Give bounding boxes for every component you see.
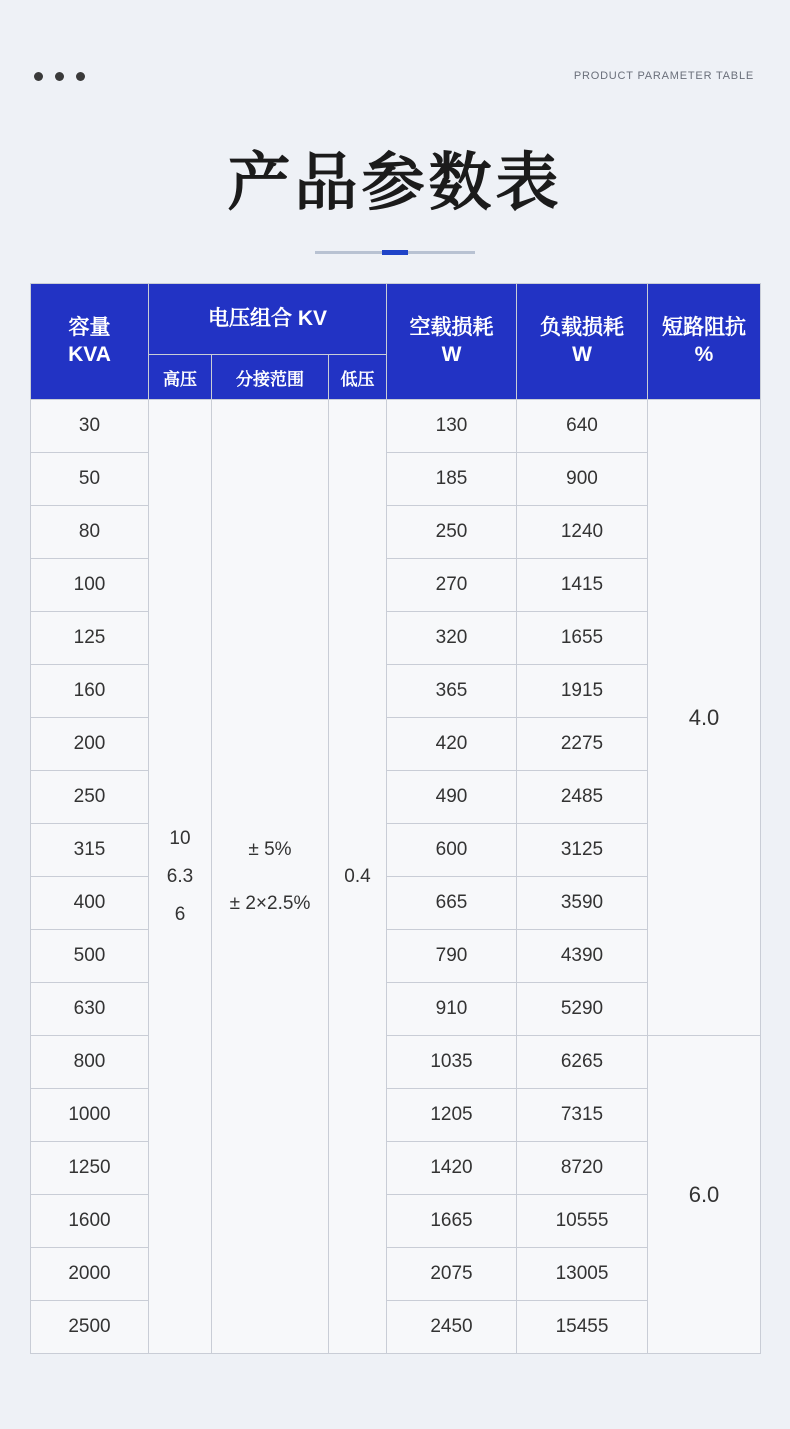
cell-hv-voltages <box>149 400 212 1354</box>
cell-load-loss: 1240 <box>517 506 648 559</box>
header-voltage-group: 电压组合 KV <box>149 284 387 355</box>
cell-no-load-loss: 1420 <box>387 1142 517 1195</box>
header-impedance-line1: 短路阻抗 <box>662 316 746 340</box>
cell-load-loss: 6265 <box>517 1036 648 1089</box>
parameter-table <box>30 283 761 1354</box>
cell-load-loss: 2485 <box>517 771 648 824</box>
cell-no-load-loss: 420 <box>387 718 517 771</box>
header-capacity-line1: 容量 <box>68 316 111 340</box>
cell-capacity: 500 <box>31 930 149 983</box>
dot-icon <box>55 72 64 81</box>
cell-load-loss: 2275 <box>517 718 648 771</box>
decorative-dots <box>34 72 85 81</box>
title-divider <box>315 251 475 254</box>
header-row-primary <box>31 284 761 355</box>
english-subtitle: PRODUCT PARAMETER TABLE <box>573 70 754 82</box>
header-no-load-loss-line2: W <box>441 342 462 366</box>
header-capacity <box>31 284 149 400</box>
header-impedance-line2: % <box>694 342 714 366</box>
header-tap-range: 分接范围 <box>212 355 329 400</box>
cell-capacity: 160 <box>31 665 149 718</box>
header-load-loss <box>517 284 648 400</box>
cell-load-loss: 1415 <box>517 559 648 612</box>
cell-capacity: 1000 <box>31 1089 149 1142</box>
cell-load-loss: 7315 <box>517 1089 648 1142</box>
cell-load-loss: 3125 <box>517 824 648 877</box>
cell-load-loss: 900 <box>517 453 648 506</box>
cell-capacity: 30 <box>31 400 149 453</box>
hv-value: 6 <box>174 903 186 925</box>
cell-no-load-loss: 1035 <box>387 1036 517 1089</box>
table-head <box>31 284 761 400</box>
cell-capacity: 315 <box>31 824 149 877</box>
cell-no-load-loss: 490 <box>387 771 517 824</box>
cell-capacity: 630 <box>31 983 149 1036</box>
cell-capacity: 50 <box>31 453 149 506</box>
cell-capacity: 250 <box>31 771 149 824</box>
page-header <box>0 0 790 110</box>
cell-load-loss: 4390 <box>517 930 648 983</box>
cell-no-load-loss: 790 <box>387 930 517 983</box>
cell-no-load-loss: 2075 <box>387 1248 517 1301</box>
table-row <box>31 1036 761 1089</box>
cell-capacity: 2000 <box>31 1248 149 1301</box>
cell-no-load-loss: 2450 <box>387 1301 517 1354</box>
cell-no-load-loss: 130 <box>387 400 517 453</box>
cell-no-load-loss: 600 <box>387 824 517 877</box>
cell-capacity: 1250 <box>31 1142 149 1195</box>
header-load-loss-line2: W <box>572 342 592 366</box>
cell-load-loss: 1915 <box>517 665 648 718</box>
cell-lv-voltage: 0.4 <box>329 400 387 1354</box>
cell-no-load-loss: 270 <box>387 559 517 612</box>
cell-capacity: 100 <box>31 559 149 612</box>
cell-load-loss: 3590 <box>517 877 648 930</box>
table-body <box>31 400 761 1354</box>
page-title: 产品参数表 <box>227 146 563 219</box>
cell-capacity: 125 <box>31 612 149 665</box>
tap-value: ± 5% <box>248 838 292 860</box>
cell-no-load-loss: 665 <box>387 877 517 930</box>
header-no-load-loss <box>387 284 517 400</box>
cell-no-load-loss: 910 <box>387 983 517 1036</box>
cell-impedance-6: 6.0 <box>648 1036 761 1354</box>
cell-no-load-loss: 185 <box>387 453 517 506</box>
cell-capacity: 200 <box>31 718 149 771</box>
header-hv: 高压 <box>149 355 212 400</box>
tap-value: ± 2×2.5% <box>229 892 311 914</box>
cell-load-loss: 1655 <box>517 612 648 665</box>
header-lv: 低压 <box>329 355 387 400</box>
cell-tap-range <box>212 400 329 1354</box>
cell-no-load-loss: 320 <box>387 612 517 665</box>
cell-load-loss: 15455 <box>517 1301 648 1354</box>
cell-load-loss: 8720 <box>517 1142 648 1195</box>
cell-no-load-loss: 1665 <box>387 1195 517 1248</box>
hv-value: 6.3 <box>166 865 194 887</box>
dot-icon <box>34 72 43 81</box>
cell-load-loss: 10555 <box>517 1195 648 1248</box>
cell-no-load-loss: 365 <box>387 665 517 718</box>
cell-capacity: 400 <box>31 877 149 930</box>
cell-load-loss: 640 <box>517 400 648 453</box>
header-load-loss-line1: 负载损耗 <box>540 316 624 340</box>
header-no-load-loss-line1: 空载损耗 <box>409 316 494 340</box>
cell-capacity: 80 <box>31 506 149 559</box>
cell-no-load-loss: 1205 <box>387 1089 517 1142</box>
cell-impedance-4: 4.0 <box>648 400 761 1036</box>
cell-capacity: 2500 <box>31 1301 149 1354</box>
hv-value: 10 <box>169 827 191 849</box>
cell-capacity: 1600 <box>31 1195 149 1248</box>
header-capacity-line2: KVA <box>68 342 111 366</box>
cell-no-load-loss: 250 <box>387 506 517 559</box>
header-impedance <box>648 284 761 400</box>
dot-icon <box>76 72 85 81</box>
parameter-table-wrapper <box>30 283 760 1354</box>
cell-load-loss: 13005 <box>517 1248 648 1301</box>
cell-capacity: 800 <box>31 1036 149 1089</box>
table-row <box>31 400 761 453</box>
cell-load-loss: 5290 <box>517 983 648 1036</box>
